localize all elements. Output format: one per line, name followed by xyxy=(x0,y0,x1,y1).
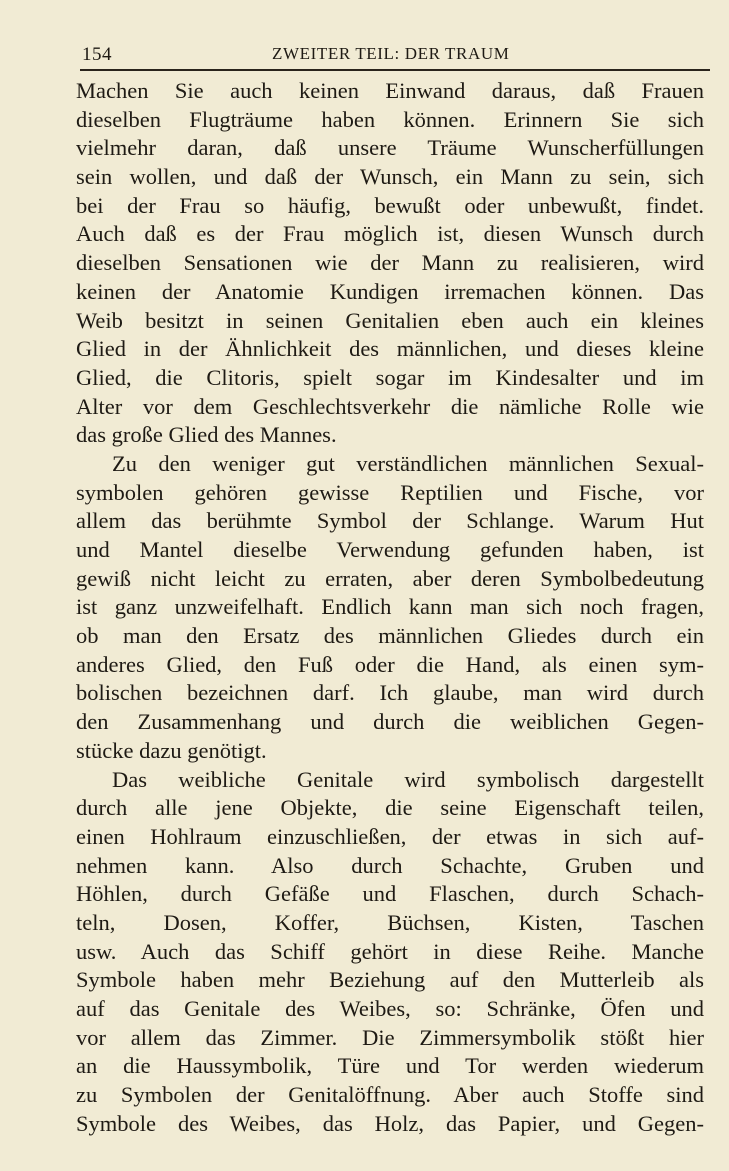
paragraph-end-line: das große Glied des Mannes. xyxy=(76,422,337,448)
text-line: Weib besitzt in seinen Genitalien eben auch ein kleines xyxy=(76,307,704,333)
text-line: anderes Glied, den Fuß oder die Hand, als einen sym- xyxy=(76,651,704,677)
paragraph-start-line: Zu den weniger gut verständlichen männlichen Sexual- xyxy=(112,450,704,476)
text-line: teln, Dosen, Koffer, Büchsen, Kisten, Taschen xyxy=(76,909,704,935)
text-line: bei der Frau so häufig, bewußt oder unbewußt, findet. xyxy=(76,192,704,218)
paragraph-end-line: stücke dazu genötigt. xyxy=(76,737,267,763)
text-line: Höhlen, durch Gefäße und Flaschen, durch Schach- xyxy=(76,881,704,907)
text-line: Symbole des Weibes, das Holz, das Papier, und Gegen- xyxy=(76,1110,704,1136)
text-line: nehmen kann. Also durch Schachte, Gruben und xyxy=(76,852,704,878)
paragraph-start-line: Das weibliche Genitale wird symbolisch dargestellt xyxy=(112,766,704,792)
text-line: an die Haussymbolik, Türe und Tor werden wiederum xyxy=(76,1053,704,1079)
body-text xyxy=(76,77,704,1138)
text-line: vor allem das Zimmer. Die Zimmersymbolik stößt hier xyxy=(76,1024,704,1050)
running-head: ZWEITER TEIL: DER TRAUM xyxy=(272,44,510,63)
text-line: einen Hohlraum einzuschließen, der etwas in sich auf- xyxy=(76,823,704,849)
text-line: den Zusammenhang und durch die weiblichen Gegen- xyxy=(76,709,704,735)
text-line: Symbole haben mehr Beziehung auf den Mutterleib als xyxy=(76,967,704,993)
text-line: dieselben Sensationen wie der Mann zu realisieren, wird xyxy=(76,250,704,276)
text-line: auf das Genitale des Weibes, so: Schränke, Öfen und xyxy=(76,996,704,1021)
text-line: keinen der Anatomie Kundigen irremachen können. Das xyxy=(76,278,704,304)
header-rule xyxy=(80,69,710,71)
text-line: bolischen bezeichnen darf. Ich glaube, man wird durch xyxy=(76,680,704,706)
text-line: durch alle jene Objekte, die seine Eigenschaft teilen, xyxy=(76,795,704,821)
text-line: sein wollen, und daß der Wunsch, ein Mann zu sein, sich xyxy=(76,164,704,190)
text-line: usw. Auch das Schiff gehört in diese Reihe. Manche xyxy=(76,938,704,964)
text-line: Alter vor dem Geschlechtsverkehr die nämliche Rolle wie xyxy=(76,393,704,419)
text-line: ist ganz unzweifelhaft. Endlich kann man sich noch fragen, xyxy=(76,594,704,620)
text-line: Machen Sie auch keinen Einwand daraus, daß Frauen xyxy=(76,78,704,103)
text-line: symbolen gehören gewisse Reptilien und Fische, vor xyxy=(76,479,704,505)
page-number: 154 xyxy=(82,44,112,65)
text-line: Auch daß es der Frau möglich ist, diesen Wunsch durch xyxy=(76,221,704,247)
page-header xyxy=(82,44,710,70)
text-line: ob man den Ersatz des männlichen Gliedes durch ein xyxy=(76,623,704,649)
text-line: allem das berühmte Symbol der Schlange. Warum Hut xyxy=(76,508,704,534)
text-line: zu Symbolen der Genitalöffnung. Aber auch Stoffe sind xyxy=(76,1082,704,1108)
text-line: dieselben Flugträume haben können. Erinnern Sie sich xyxy=(76,106,704,132)
text-line: Glied, die Clitoris, spielt sogar im Kindesalter und im xyxy=(76,364,704,390)
text-line: Glied in der Ähnlichkeit des männlichen, und dieses kleine xyxy=(76,336,704,362)
text-line: vielmehr daran, daß unsere Träume Wunscherfüllungen xyxy=(76,135,704,161)
text-line: gewiß nicht leicht zu erraten, aber deren Symbolbedeutung xyxy=(76,565,704,591)
text-line: und Mantel dieselbe Verwendung gefunden haben, ist xyxy=(76,537,704,562)
